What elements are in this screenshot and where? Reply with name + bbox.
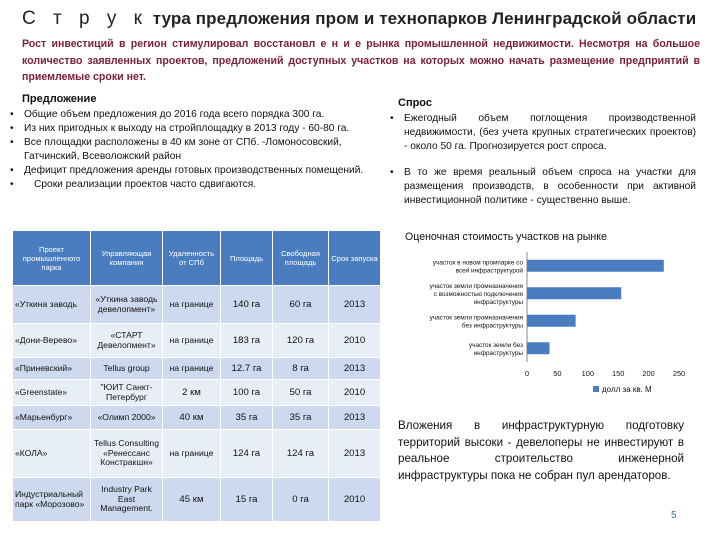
supply-list <box>10 108 380 192</box>
table-header: Удаленность от СПб <box>163 231 221 286</box>
category-label: участок земли промназначения <box>429 282 523 290</box>
category-label: участок земли промназначения <box>429 314 523 322</box>
bar <box>527 342 549 354</box>
table-header: Срок запуска <box>329 231 381 286</box>
table-cell: "ЮИТ Санкт-Петербург <box>91 380 163 406</box>
table-cell: на границе <box>163 430 221 478</box>
table-cell: «Марьенбург» <box>13 406 91 430</box>
table-cell: 60 га <box>273 286 329 324</box>
category-label: без инфраструктуры <box>461 322 523 330</box>
supply-heading: Предложение <box>22 93 97 105</box>
supply-item: • Общие объем предложения до 2016 года всего порядка 300 га. <box>10 108 380 122</box>
category-label: всей инфраструктурой <box>455 267 523 275</box>
table-row <box>13 324 381 358</box>
category-label: участок в новом промпарке со <box>432 259 523 267</box>
table-cell: 183 га <box>221 324 273 358</box>
table-cell: 2013 <box>329 286 381 324</box>
table-cell: «КОЛА» <box>13 430 91 478</box>
category-label: с возможностью подключения <box>433 290 523 298</box>
table-cell: 35 га <box>221 406 273 430</box>
table-row <box>13 380 381 406</box>
page-number: 5 <box>671 510 677 521</box>
bar <box>527 287 621 299</box>
table-cell: «Уткина заводь девелопмент» <box>91 286 163 324</box>
table-cell: Industry Park East Management. <box>91 478 163 522</box>
supply-item: • Все площадки расположены в 40 км зоне от СПб. -Ломоносовский, Гатчинский, Всеволожский район <box>10 136 380 164</box>
table-cell: «Дони-Верево» <box>13 324 91 358</box>
legend-swatch <box>593 386 599 392</box>
infrastructure-note: Вложения в инфраструктурную подготовку территорий высоки - девелоперы не инвестируют в реальное строительство инженерной инфраструктуры пока не собран пул арендаторов. <box>398 419 684 482</box>
table-cell: 45 км <box>163 478 221 522</box>
category-label: участок земли без <box>468 341 523 349</box>
table-cell: «СТАРТ Девелопмент» <box>91 324 163 358</box>
table-cell: 124 га <box>221 430 273 478</box>
table-row <box>13 358 381 380</box>
x-tick-label: 150 <box>612 369 625 378</box>
table-cell: «Уткина заводь <box>13 286 91 324</box>
table-cell: 120 га <box>273 324 329 358</box>
table-cell: Индустриальный парк «Морозово» <box>13 478 91 522</box>
table-row <box>13 478 381 522</box>
demand-list <box>390 112 696 208</box>
table-cell: 140 га <box>221 286 273 324</box>
table-cell: 0 га <box>273 478 329 522</box>
lead-paragraph: Рост инвестиций в регион стимулировал восстановл е н и е рынка промышленной недвижимости. Несмотря на большое количество заявленных проектов, предложений доступных участков на которых можно начать размещение предприятий в приемлемые сроки нет. <box>22 38 700 83</box>
table-cell: на границе <box>163 324 221 358</box>
table-cell: 100 га <box>221 380 273 406</box>
table-row <box>13 430 381 478</box>
chart-title: Оценочная стоимость участков на рынке <box>405 231 607 243</box>
table-cell: 50 га <box>273 380 329 406</box>
table-cell: 8 га <box>273 358 329 380</box>
table-header-row <box>13 231 381 286</box>
table-cell: 2013 <box>329 358 381 380</box>
table-cell: на границе <box>163 358 221 380</box>
bar <box>527 315 576 327</box>
table-cell: 2013 <box>329 406 381 430</box>
table-cell: 2010 <box>329 324 381 358</box>
table-cell: Tellus group <box>91 358 163 380</box>
projects-table <box>12 230 381 522</box>
category-label: инфраструктуры <box>473 349 523 357</box>
table-cell: Tellus Consulting «Ренессанс Констракшн» <box>91 430 163 478</box>
x-tick-label: 250 <box>672 369 686 378</box>
title-rest: тура предложения пром и технопарков Ленинградской области <box>152 9 697 28</box>
table-header: Площадь <box>221 231 273 286</box>
table-cell: «Олимп 2000» <box>91 406 163 430</box>
demand-item: • Ежегодный объем поглощения производственной недвижимости, (без учета крупных стратегических проектов) - около 50 га. Прогнозируется рост спроса. <box>390 112 696 154</box>
x-tick-label: 200 <box>642 369 655 378</box>
table-cell: 2013 <box>329 430 381 478</box>
x-tick-label: 0 <box>524 369 530 378</box>
table-header: Управляющая компания <box>91 231 163 286</box>
table-header: Проект промышленного парка <box>13 231 91 286</box>
table-cell: «Greenstate» <box>13 380 91 406</box>
category-label: инфраструктуры <box>473 298 523 306</box>
x-tick-label: 50 <box>553 369 562 378</box>
supply-item: • Сроки реализации проектов часто сдвигаются. <box>10 178 380 192</box>
table-row <box>13 286 381 324</box>
table-cell: 35 га <box>273 406 329 430</box>
x-tick-label: 100 <box>581 369 594 378</box>
table-cell: 2010 <box>329 380 381 406</box>
table-row <box>13 406 381 430</box>
bar <box>527 260 664 272</box>
legend-label: долл за кв. М <box>602 385 652 394</box>
table-cell: 2 км <box>163 380 221 406</box>
table-cell: 124 га <box>273 430 329 478</box>
supply-item: • Из них пригодных к выходу на стройплощадку в 2013 году - 60-80 га. <box>10 122 380 136</box>
table-cell: 15 га <box>221 478 273 522</box>
table-header: Свободная площадь <box>273 231 329 286</box>
table-cell: 40 км <box>163 406 221 430</box>
land-price-chart <box>392 248 712 403</box>
demand-item: • В то же время реальный объем спроса на участки для размещения производств, в особенности при активной инвестиционной политике - существенно выше. <box>390 166 696 208</box>
supply-item: • Дефицит предложения аренды готовых производственных помещений. <box>10 164 380 178</box>
demand-heading: Спрос <box>398 97 432 109</box>
title-prefix: С т р у к <box>22 8 148 29</box>
table-cell: 12.7 га <box>221 358 273 380</box>
table-cell: «Приневский» <box>13 358 91 380</box>
page-title <box>22 8 712 30</box>
table-cell: на границе <box>163 286 221 324</box>
table-cell: 2010 <box>329 478 381 522</box>
